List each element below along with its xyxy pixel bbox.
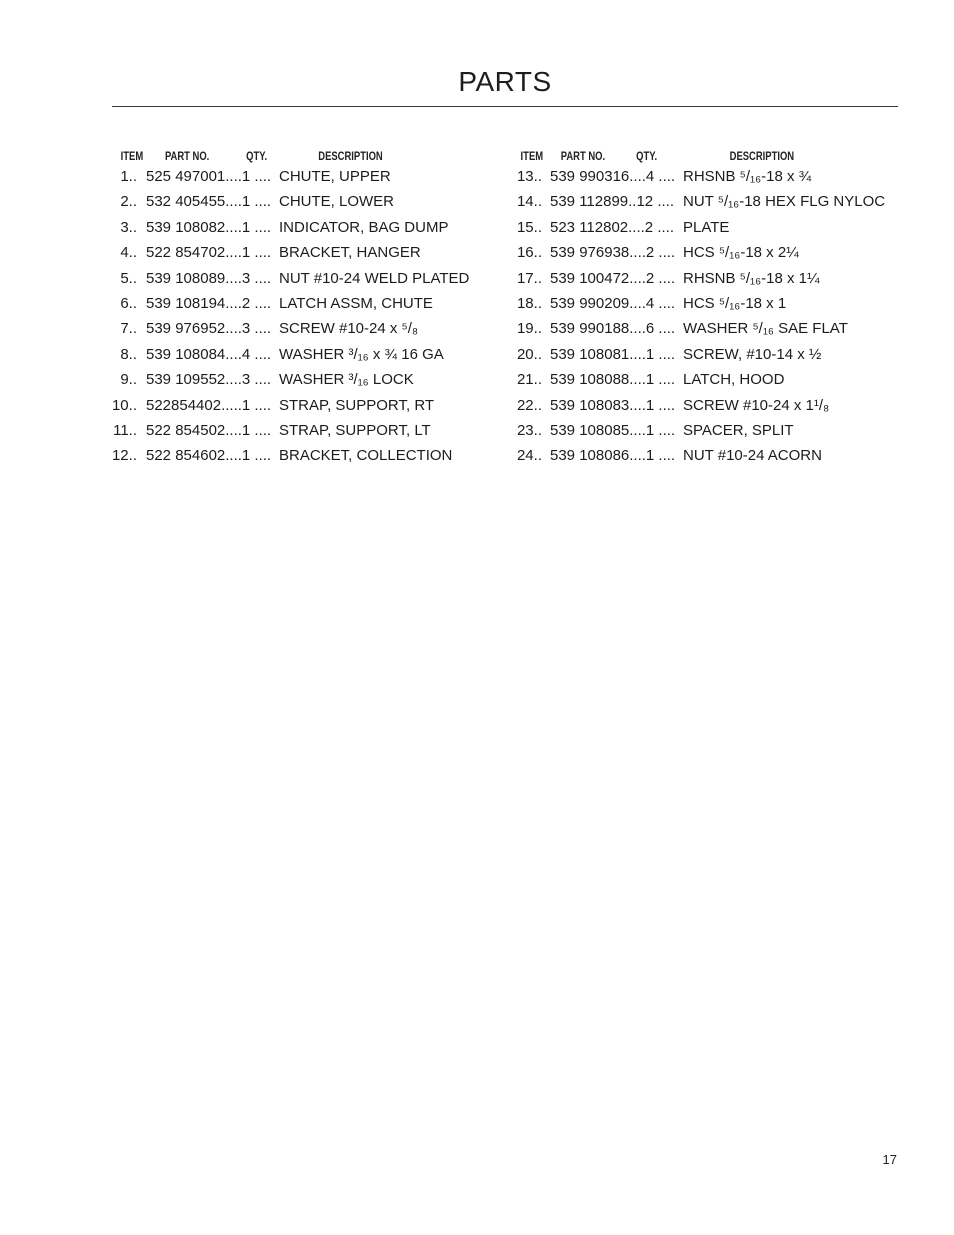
item-number: 11.. <box>113 421 137 439</box>
part-qty: 539 976938....2 .... <box>550 244 676 262</box>
part-description: PLATE <box>683 218 730 236</box>
item-number: 3.. <box>120 218 137 236</box>
part-qty: 539 108082....1 .... <box>146 218 272 236</box>
part-description: BRACKET, COLLECTION <box>279 447 453 465</box>
part-description: CHUTE, LOWER <box>279 193 395 211</box>
header-item: ITEM <box>120 151 144 163</box>
header-item: ITEM <box>520 151 544 163</box>
part-description: SCREW #10-24 x 1¹/₈ <box>683 396 830 414</box>
item-number: 2.. <box>120 193 137 211</box>
title-divider <box>112 106 898 107</box>
item-number: 17.. <box>516 269 542 287</box>
item-number: 14.. <box>516 193 542 211</box>
header-description: DESCRIPTION <box>318 151 383 163</box>
part-description: WASHER ³/₁₆ x ¾ 16 GA <box>279 345 444 363</box>
part-description: WASHER ⁵/₁₆ SAE FLAT <box>683 320 848 338</box>
part-description: CHUTE, UPPER <box>279 168 391 185</box>
part-qty: 539 990316....4 .... <box>550 168 676 185</box>
part-description: WASHER ³/₁₆ LOCK <box>279 371 414 389</box>
part-qty: 539 112899..12 .... <box>550 193 674 211</box>
part-description: RHSNB ⁵/₁₆-18 x ¾ <box>683 168 812 185</box>
part-description: LATCH ASSM, CHUTE <box>279 294 433 312</box>
part-qty: 532 405455....1 .... <box>146 193 272 211</box>
part-qty: 539 108084....4 .... <box>146 345 272 363</box>
part-qty: 539 100472....2 .... <box>550 269 676 287</box>
part-description: INDICATOR, BAG DUMP <box>279 218 449 236</box>
part-qty: 539 108088....1 .... <box>550 371 676 389</box>
header-qty: QTY. <box>246 151 268 163</box>
part-description: SCREW #10-24 x ⁵/₈ <box>279 320 419 338</box>
part-qty: 522 854702....1 .... <box>146 244 272 262</box>
item-number: 13.. <box>516 168 542 185</box>
item-number: 6.. <box>120 294 137 312</box>
item-number: 19.. <box>516 320 542 338</box>
item-number: 9.. <box>120 371 137 389</box>
part-qty: 525 497001....1 .... <box>146 168 272 185</box>
part-qty: 523 112802....2 .... <box>550 218 674 236</box>
item-number: 1.. <box>120 168 137 185</box>
part-qty: 539 108086....1 .... <box>550 447 676 465</box>
part-description: SCREW, #10-14 x ½ <box>683 345 822 363</box>
item-number: 7.. <box>120 320 137 338</box>
part-description: LATCH, HOOD <box>683 371 785 389</box>
part-qty: 539 109552....3 .... <box>146 371 272 389</box>
part-qty: 539 108089....3 .... <box>146 269 272 287</box>
part-description: STRAP, SUPPORT, RT <box>279 396 435 414</box>
header-description: DESCRIPTION <box>729 151 795 163</box>
part-description: NUT #10-24 WELD PLATED <box>279 269 470 287</box>
part-description: NUT ⁵/₁₆-18 HEX FLG NYLOC <box>683 193 886 211</box>
item-number: 15.. <box>516 218 542 236</box>
item-number: 21.. <box>516 371 542 389</box>
item-number: 10.. <box>111 396 137 414</box>
item-number: 8.. <box>120 345 137 363</box>
item-number: 20.. <box>516 345 542 363</box>
item-number: 4.. <box>120 244 137 262</box>
item-number: 16.. <box>516 244 542 262</box>
header-part-no: PART NO. <box>164 151 210 163</box>
part-description: SPACER, SPLIT <box>683 421 794 439</box>
item-number: 22.. <box>516 396 542 414</box>
part-description: HCS ⁵/₁₆-18 x 2¼ <box>683 244 799 262</box>
page-title: PARTS <box>458 66 552 97</box>
part-qty: 539 108083....1 .... <box>550 396 676 414</box>
part-description: BRACKET, HANGER <box>279 244 421 262</box>
item-number: 5.. <box>120 269 137 287</box>
part-qty: 522854402.....1 .... <box>146 396 272 414</box>
part-description: RHSNB ⁵/₁₆-18 x 1¼ <box>683 269 820 287</box>
part-qty: 539 108194....2 .... <box>146 294 272 312</box>
item-number: 18.. <box>516 294 542 312</box>
part-qty: 522 854502....1 .... <box>146 421 272 439</box>
part-qty: 539 976952....3 .... <box>146 320 272 338</box>
part-description: HCS ⁵/₁₆-18 x 1 <box>683 294 787 312</box>
part-qty: 539 990209....4 .... <box>550 294 676 312</box>
part-description: NUT #10-24 ACORN <box>683 447 822 465</box>
part-qty: 539 108081....1 .... <box>550 345 676 363</box>
part-qty: 522 854602....1 .... <box>146 447 272 465</box>
item-number: 24.. <box>516 447 542 465</box>
item-number: 23.. <box>516 421 542 439</box>
part-description: STRAP, SUPPORT, LT <box>279 421 431 439</box>
part-qty: 539 990188....6 .... <box>550 320 676 338</box>
part-qty: 539 108085....1 .... <box>550 421 676 439</box>
page-number: 17 <box>882 1152 897 1167</box>
header-part-no: PART NO. <box>560 151 606 163</box>
header-qty: QTY. <box>636 151 658 163</box>
item-number: 12.. <box>111 447 137 465</box>
